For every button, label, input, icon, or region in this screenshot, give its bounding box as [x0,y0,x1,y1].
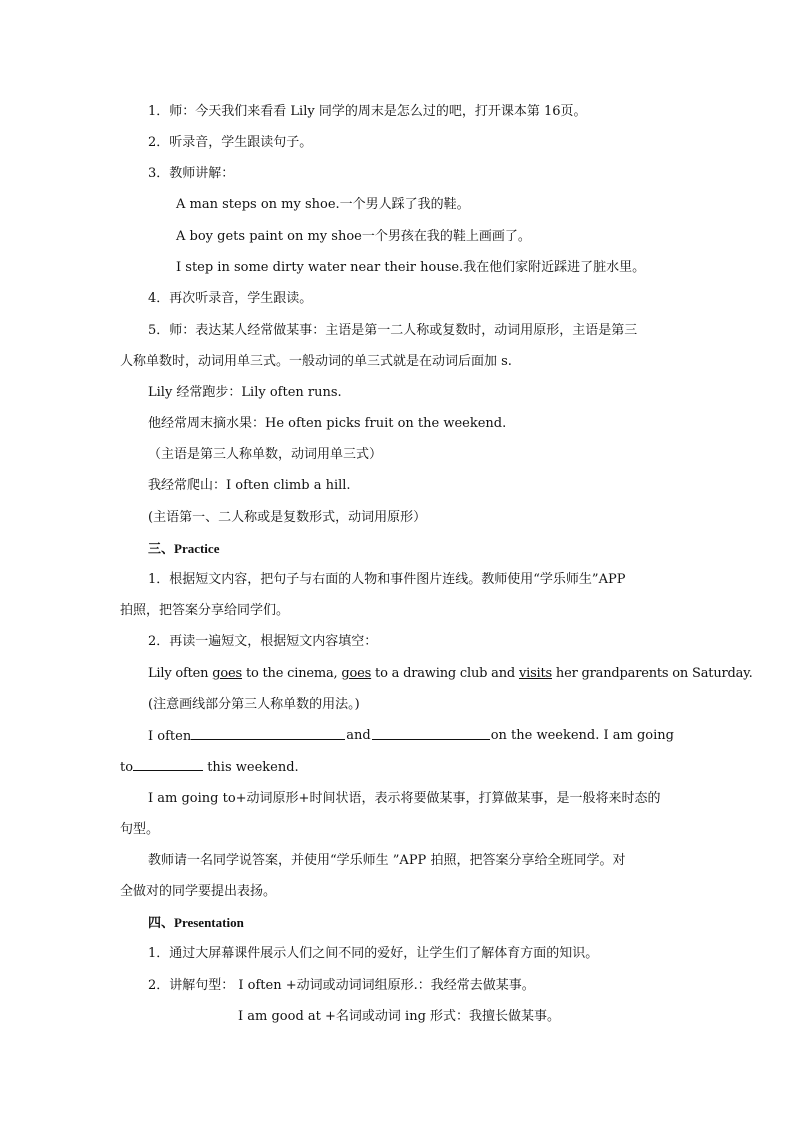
fill-in-label: to [120,760,134,775]
example-lily-runs: Lily 经常跑步：Lily often runs. [148,385,342,400]
grammar-explanation-line1: I am going to+动词原形+时间状语，表示将要做某事，打算做某事，是一般将来时态的 [148,791,661,806]
answer-blank [372,726,490,740]
step-5-text-line2: 人称单数时，动词用单三式。一般动词的单三式就是在动词后面加 s. [120,354,512,369]
underlined-word: goes [341,666,372,681]
example-sentence-3: I step in some dirty water near their house.我在他们家附近踩进了脏水里。 [176,260,646,275]
fill-in-line2 [120,757,674,778]
example-sentence-1: A man steps on my shoe.一个男人踩了我的鞋。 [176,197,470,212]
note-third-person: （主语是第三人称单数，动词用单三式） [148,447,383,462]
section-heading-practice: 三、Practice [148,541,220,556]
fill-in-and: and [346,728,371,743]
fill-in-text: on the weekend. I am going [490,728,674,743]
step-1-text: 1．师：今天我们来看看 Lily 同学的周末是怎么过的吧，打开课本第 16页。 [148,104,587,119]
teacher-instruction-line2: 全做对的同学要提出表扬。 [120,884,277,899]
step-2-text: 2．听录音，学生跟读句子。 [148,135,313,150]
example-climb-hill: 我经常爬山：I often climb a hill. [148,478,351,493]
fill-in-label: I often [148,729,192,744]
presentation-1-text: 1．通过大屏幕课件展示人们之间不同的爱好，让学生们了解体育方面的知识。 [148,946,599,961]
underlined-word: visits [518,666,552,681]
underlined-word: goes [212,666,243,681]
reading-sentence-part: to the cinema, [242,666,342,681]
reading-sentence-part: to a drawing club and [371,666,519,681]
example-sentence-2: A boy gets paint on my shoe一个男孩在我的鞋上画画了。 [176,229,531,244]
step-4-text: 4．再次听录音，学生跟读。 [148,291,313,306]
practice-1-line2: 拍照，把答案分享给同学们。 [120,603,290,618]
section-heading-presentation: 四、Presentation [148,915,244,930]
example-picks-fruit: 他经常周末摘水果：He often picks fruit on the weekend. [148,416,507,431]
step-3-text: 3．教师讲解： [148,166,235,181]
grammar-explanation-line2: 句型。 [120,822,160,837]
sentence-pattern-good-at: I am good at +名词或动词 ing 形式：我擅长做某事。 [238,1009,561,1024]
note-first-second-person: (主语第一、二人称或是复数形式，动词用原形） [148,510,427,525]
presentation-2-text: 2．讲解句型： I often +动词或动词词组原形.：我经常去做某事。 [148,978,535,993]
practice-2-text: 2．再读一遍短文，根据短文内容填空： [148,634,378,649]
answer-blank [133,757,203,771]
reading-sentence [148,664,753,684]
teacher-instruction-line1: 教师请一名同学说答案，并使用“学乐师生 ”APP 拍照，把答案分享给全班同学。对 [148,853,626,868]
underline-note: (注意画线部分第三人称单数的用法。) [148,697,360,712]
reading-sentence-part: Lily often [148,666,213,681]
answer-blank [191,726,345,740]
reading-sentence-part: her grandparents on Saturday. [552,666,753,681]
step-5-text-line1: 5．师：表达某人经常做某事：主语是第一二人称或复数时，动词用原形，主语是第三 [148,323,638,338]
practice-1-line1: 1．根据短文内容，把句子与右面的人物和事件图片连线。教师使用“学乐师生”APP [148,572,626,587]
fill-in-text: this weekend. [203,760,299,775]
fill-in-text [148,726,345,747]
fill-in-line1 [148,726,674,747]
